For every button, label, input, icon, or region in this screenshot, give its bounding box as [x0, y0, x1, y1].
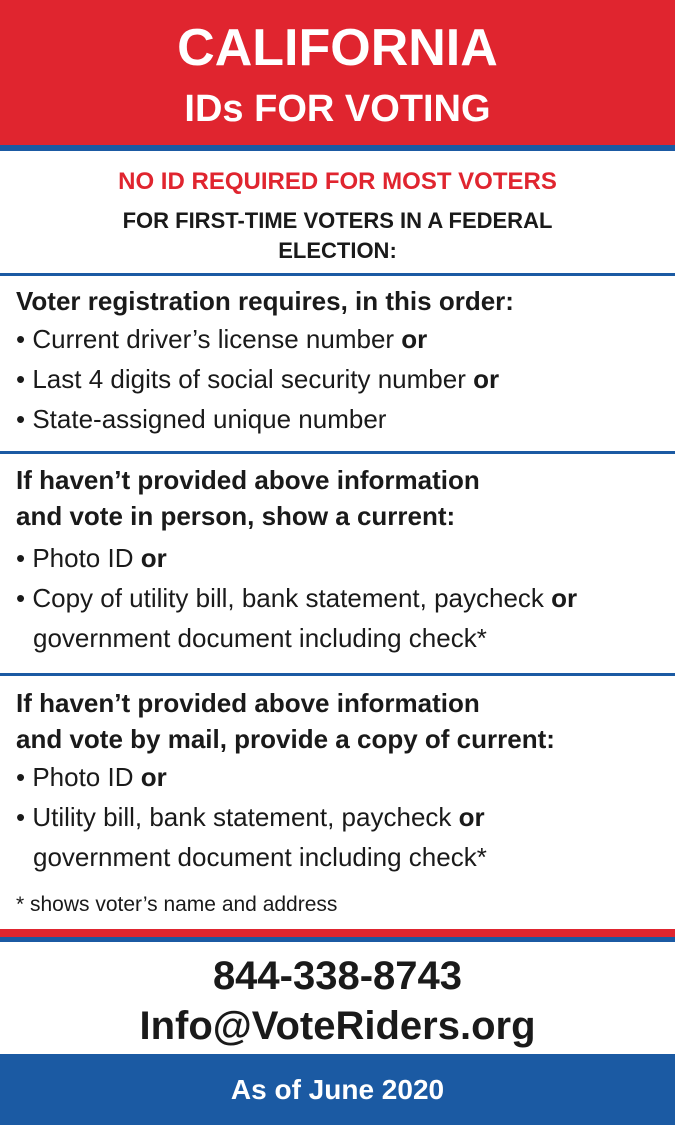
title-state: CALIFORNIA	[177, 19, 498, 77]
footnote: * shows voter’s name and address	[16, 893, 338, 916]
list-item-or: or	[401, 324, 428, 354]
divider-red-bottom	[0, 929, 675, 937]
by-mail-heading-line1: If haven’t provided above information	[16, 688, 480, 718]
first-time-notice	[0, 206, 675, 266]
no-id-rest: REQUIRED FOR MOST VOTERS	[184, 168, 557, 195]
list-item	[16, 578, 666, 618]
in-person-section	[16, 462, 666, 658]
divider-blue-top	[0, 145, 675, 151]
list-item	[16, 797, 666, 837]
list-item-or: or	[473, 364, 500, 394]
first-time-line1: FOR FIRST-TIME VOTERS IN A FEDERAL	[122, 208, 553, 233]
list-item	[16, 319, 666, 359]
list-item-text: • Last 4 digits of social security number	[16, 364, 474, 394]
registration-heading: Voter registration requires, in this order:	[16, 286, 514, 316]
contact-email[interactable]: Info@VoteRiders.org	[139, 1004, 536, 1048]
date-footer: As of June 2020	[0, 1054, 675, 1125]
divider-3	[0, 673, 675, 676]
list-item	[16, 359, 666, 399]
no-id-emphasis: NO ID	[118, 168, 185, 195]
contact-phone[interactable]: 844-338-8743	[212, 954, 463, 998]
by-mail-heading-line2: and vote by mail, provide a copy of current:	[16, 724, 555, 754]
list-item-text: • Copy of utility bill, bank statement, paycheck	[16, 583, 552, 613]
no-id-notice	[0, 168, 675, 196]
registration-section	[16, 283, 666, 439]
title-subject: IDs FOR VOTING	[184, 88, 491, 130]
divider-1	[0, 273, 675, 276]
list-item-text: • Photo ID	[16, 762, 141, 792]
header-banner	[0, 0, 675, 145]
in-person-heading-line2: and vote in person, show a current:	[16, 501, 456, 531]
by-mail-section	[16, 685, 666, 877]
list-item-or: or	[551, 583, 578, 613]
list-item-text: • Photo ID	[16, 543, 141, 573]
list-item-continuation: government document including check*	[33, 623, 487, 653]
list-item-continuation: government document including check*	[33, 842, 487, 872]
divider-blue-bottom	[0, 937, 675, 942]
divider-2	[0, 451, 675, 454]
list-item-text: • Current driver’s license number	[16, 324, 402, 354]
list-item-text: • Utility bill, bank statement, paycheck	[16, 802, 459, 832]
list-item-or: or	[140, 543, 167, 573]
list-item-text: • State-assigned unique number	[16, 404, 387, 434]
list-item-or: or	[140, 762, 167, 792]
list-item	[16, 757, 666, 797]
list-item-or: or	[458, 802, 485, 832]
list-item	[16, 538, 666, 578]
first-time-line2: ELECTION:	[278, 238, 397, 263]
in-person-heading-line1: If haven’t provided above information	[16, 465, 480, 495]
list-item	[16, 399, 666, 439]
